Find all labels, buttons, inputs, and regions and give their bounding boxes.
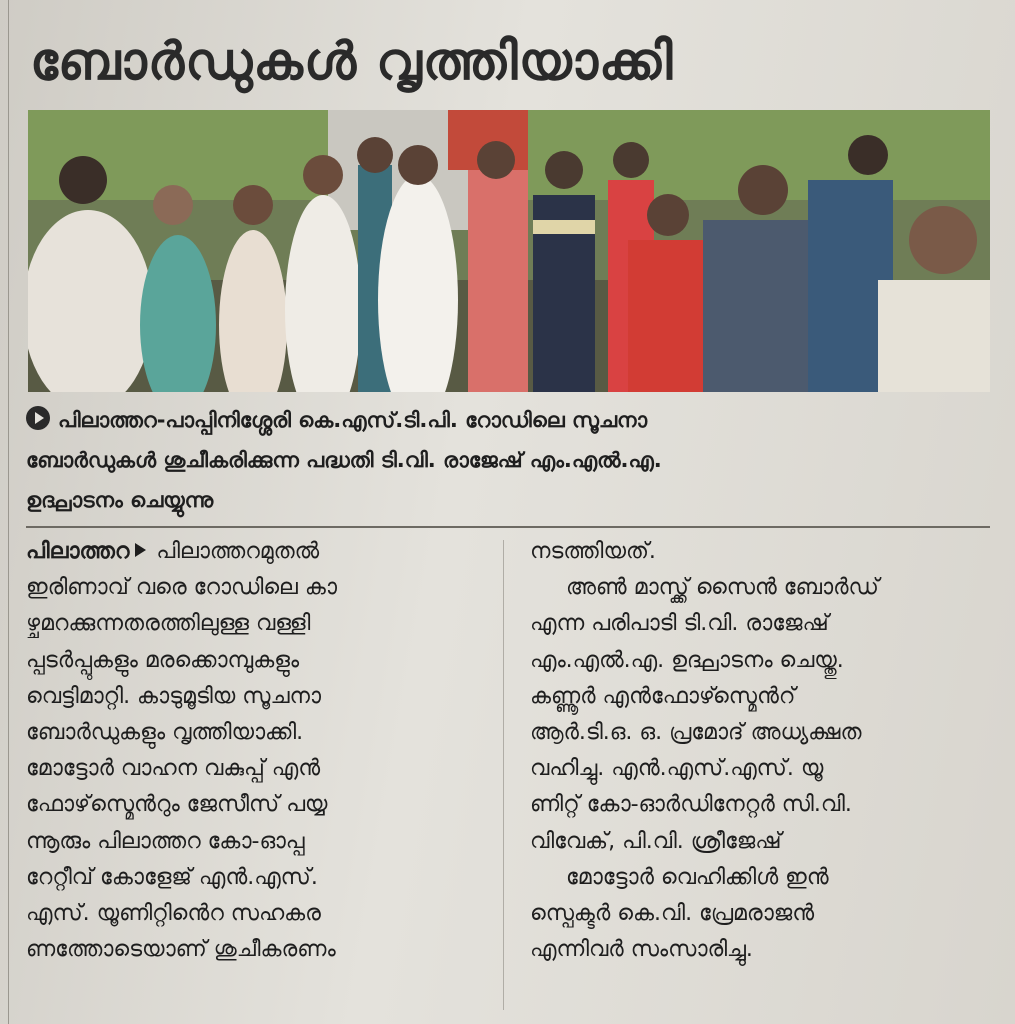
article-line: ന്നൂരും പിലാത്തറ കോ-ഓപ്പ: [26, 828, 305, 854]
article-line: മോട്ടോർ വെഹിക്കിൾ ഇൻ: [566, 864, 829, 890]
arrow-icon: [135, 543, 146, 557]
article-line: ഫോഴ്‌സ്മെൻറും ജേസീസ് പയ്യ: [26, 792, 328, 818]
article-line: [26, 534, 478, 570]
article-line: കണ്ണൂർ എൻഫോഴ്സ്മെൻറ്: [530, 683, 796, 709]
caption-line-2: ബോർഡുകൾ ശുചീകരിക്കുന്ന പദ്ധതി ടി.വി. രാജേഷ് എം.എൽ.എ.: [26, 448, 662, 472]
article-line: വിവേക്, പി.വി. ശ്രീജേഷ്: [530, 828, 782, 854]
article-text: പിലാത്തറമുതൽ: [156, 539, 320, 564]
article-line: എന്നിവർ സംസാരിച്ചു.: [530, 937, 753, 963]
article-line: ബോർഡുകളും വൃത്തിയാക്കി.: [26, 720, 304, 746]
article-line: പ്പടർപ്പുകളും മരക്കൊമ്പുകളും: [26, 647, 300, 673]
article-line: റേറ്റീവ് കോളേജ് എൻ.എസ്.: [26, 864, 318, 890]
article-line: വഹിച്ചു. എൻ.എസ്.എസ്. യൂ: [530, 756, 824, 782]
photo-illustration: [28, 110, 990, 392]
article-line: ണത്തോടെയാണ് ശുചീകരണം: [26, 937, 336, 963]
photo-caption: [26, 400, 966, 520]
column-gutter: [503, 540, 504, 1010]
article-line: ആർ.ടി.ഒ. ഒ. പ്രമോദ് അധ്യക്ഷത: [530, 720, 862, 746]
news-photo: [28, 110, 990, 392]
caption-text-1: പിലാത്തറ-പാപ്പിനിശ്ശേരി കെ.എസ്.ടി.പി. റോഡിലെ സൂചനാ: [58, 408, 648, 432]
article-line: ഴ്ചമറക്കുന്നതരത്തിലുള്ള വള്ളി: [26, 611, 311, 637]
article-line: ണിറ്റ് കോ-ഓർഡിനേറ്റർ സി.വി.: [530, 792, 852, 818]
article-line: ഇരിണാവ് വരെ റോഡിലെ കാ: [26, 575, 337, 601]
play-icon: [26, 406, 50, 430]
article-line: വെട്ടിമാറ്റി. കാടുമൂടിയ സൂചനാ: [26, 683, 322, 709]
page-edge-rule: [8, 0, 9, 1024]
article-line: എം.എൽ.എ. ഉദ്ഘാടനം ചെയ്തു.: [530, 647, 844, 673]
caption-divider: [26, 526, 990, 528]
article-line: നടത്തിയത്.: [530, 539, 656, 564]
article-line: എന്ന പരിപാടി ടി.വി. രാജേഷ്: [530, 611, 829, 637]
article-column-2: [530, 534, 992, 968]
headline: ബോർഡുകൾ വൃത്തിയാക്കി: [30, 32, 674, 92]
article-line: എസ്. യൂണിറ്റിൻെറ സഹകര: [26, 901, 321, 927]
article-line: അൺ മാസ്ക്ക് സൈൻ ബോർഡ്: [566, 575, 879, 601]
article-line: മോട്ടോർ വാഹന വകുപ്പ് എൻ: [26, 756, 321, 782]
article-column-1: [26, 534, 478, 968]
dateline: പിലാത്തറ: [26, 539, 130, 564]
caption-line-1: [26, 400, 966, 440]
article-line: സ്പെക്ടർ കെ.വി. പ്രേമരാജൻ: [530, 901, 815, 927]
caption-line-3: ഉദ്ഘാടനം ചെയ്യുന്നു: [26, 488, 214, 512]
